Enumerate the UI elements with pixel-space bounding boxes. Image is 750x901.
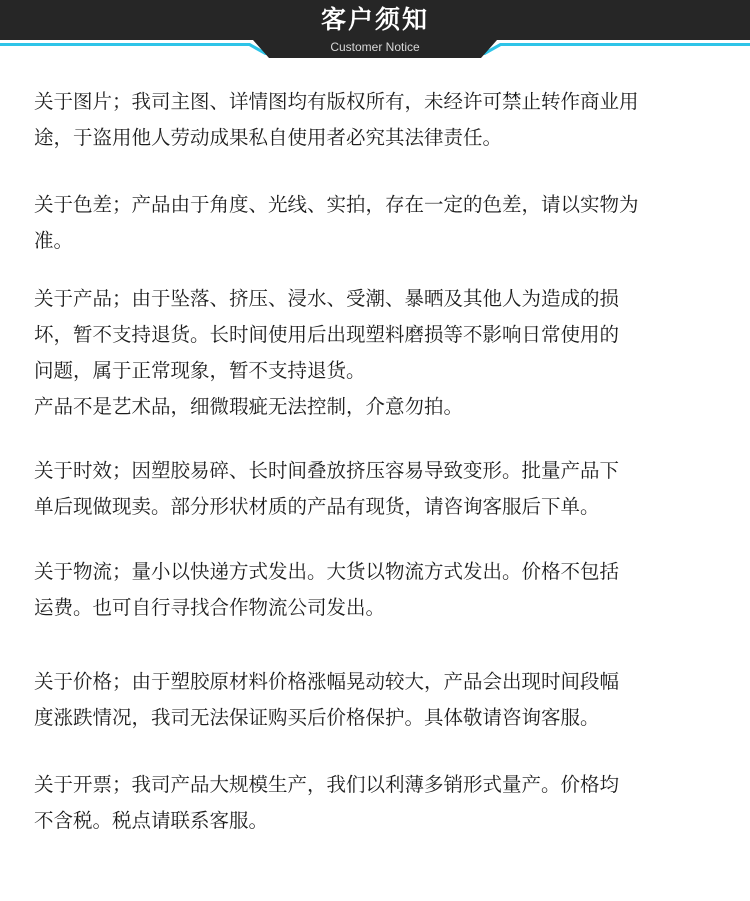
- notice-line: 途，于盗用他人劳动成果私自使用者必究其法律责任。: [34, 126, 503, 149]
- notice-line: 问题，属于正常现象，暂不支持退货。: [34, 359, 366, 382]
- notice-line: 运费。也可自行寻找合作物流公司发出。: [34, 596, 386, 619]
- notice-line: 度涨跌情况，我司无法保证购买后价格保护。具体敬请咨询客服。: [34, 706, 600, 729]
- notice-line: 关于开票；我司产品大规模生产，我们以利薄多销形式量产。价格均: [34, 773, 620, 796]
- notice-logistics: [34, 554, 724, 626]
- notice-color-difference: [34, 187, 724, 259]
- page-title: 客户须知: [320, 5, 429, 34]
- notice-line: 单后现做现卖。部分形状材质的产品有现货，请咨询客服后下单。: [34, 495, 600, 518]
- notice-product: [34, 281, 724, 425]
- notice-line: 关于物流；量小以快递方式发出。大货以物流方式发出。价格不包括: [34, 560, 620, 583]
- notice-line: 关于产品；由于坠落、挤压、浸水、受潮、暴晒及其他人为造成的损: [34, 287, 620, 310]
- page-subtitle: Customer Notice: [330, 40, 420, 54]
- notice-line: 关于时效；因塑胶易碎、长时间叠放挤压容易导致变形。批量产品下: [34, 459, 620, 482]
- notice-line: 准。: [34, 229, 74, 252]
- notice-line: 不含税。税点请联系客服。: [34, 809, 269, 832]
- notice-line: 关于图片；我司主图、详情图均有版权所有，未经许可禁止转作商业用: [34, 90, 639, 113]
- notice-copyright: [34, 84, 724, 156]
- notice-line: 关于价格；由于塑胶原材料价格涨幅晃动较大，产品会出现时间段幅: [34, 670, 620, 693]
- notice-line: 关于色差；产品由于角度、光线、实拍，存在一定的色差，请以实物为: [34, 193, 639, 216]
- notice-line: 坏，暂不支持退货。长时间使用后出现塑料磨损等不影响日常使用的: [34, 323, 620, 346]
- notice-timeliness: [34, 453, 724, 525]
- notice-header: [0, 0, 750, 62]
- notice-line: 产品不是艺术品，细微瑕疵无法控制，介意勿拍。: [34, 395, 464, 418]
- notice-price: [34, 664, 724, 736]
- notice-invoice: [34, 767, 724, 839]
